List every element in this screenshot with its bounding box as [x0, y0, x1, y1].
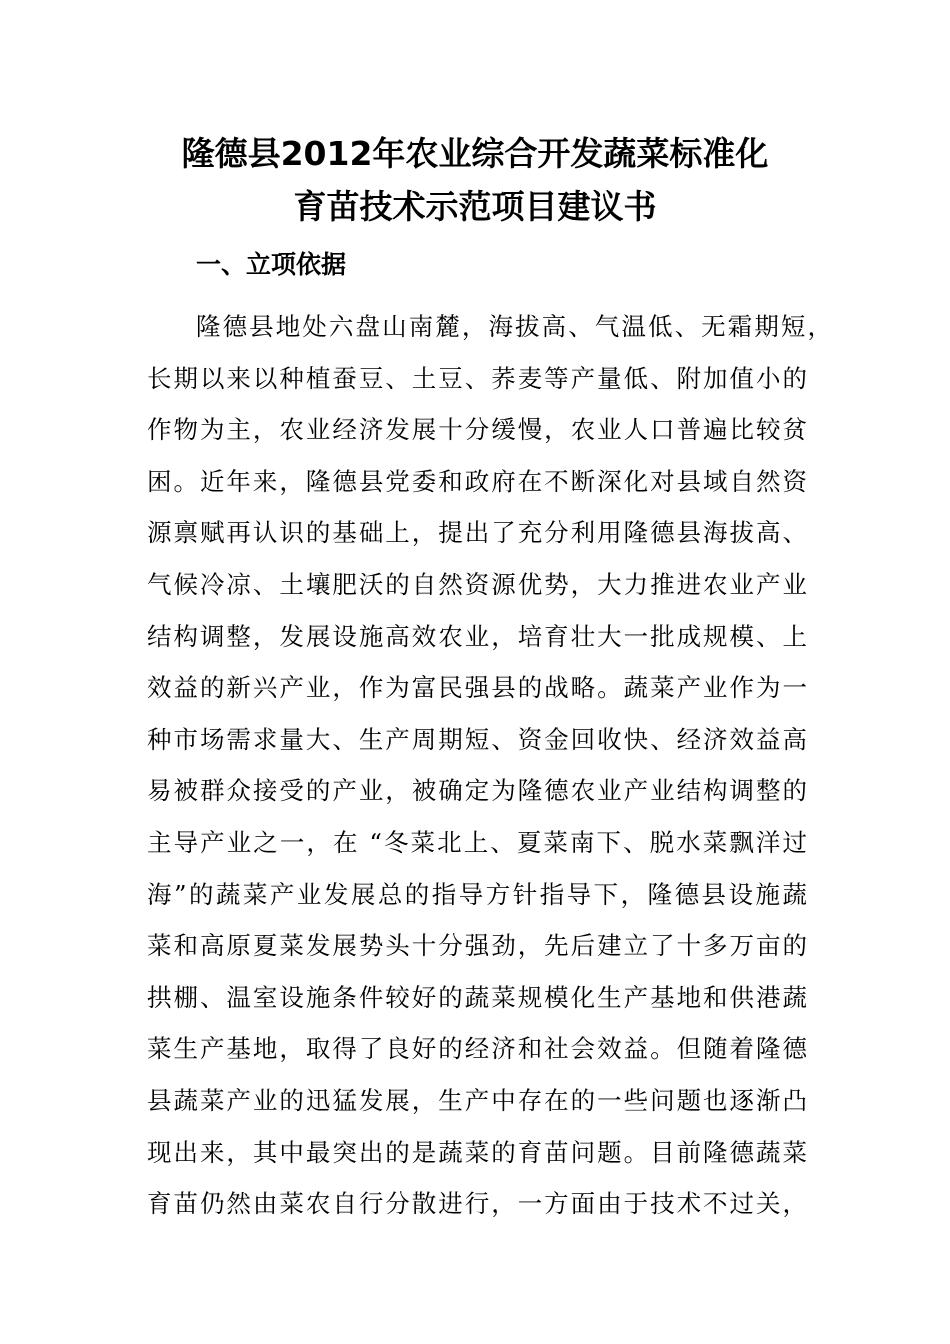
document-title-line-2: 育苗技术示范项目建议书 — [293, 187, 657, 226]
paragraph-line: 主导产业之一，在 “冬菜北上、夏菜南下、脱水菜飘洋过 — [147, 828, 807, 857]
paragraph-line: 种市场需求量大、生产周期短、资金回收快、经济效益高 — [147, 725, 807, 754]
paragraph-line: 菜生产基地，取得了良好的经济和社会效益。但随着隆德 — [147, 1034, 807, 1063]
paragraph-line: 县蔬菜产业的迅猛发展，生产中存在的一些问题也逐渐凸 — [147, 1086, 807, 1115]
paragraph-line: 结构调整，发展设施高效农业，培育壮大一批成规模、上 — [147, 622, 807, 651]
paragraph-line: 困。近年来，隆德县党委和政府在不断深化对县域自然资 — [147, 467, 807, 496]
paragraph-line: 海”的蔬菜产业发展总的指导方针指导下，隆德县设施蔬 — [147, 880, 807, 909]
paragraph-line: 效益的新兴产业，作为富民强县的战略。蔬菜产业作为一 — [147, 673, 807, 702]
paragraph-line: 气候冷凉、土壤肥沃的自然资源优势，大力推进农业产业 — [147, 570, 807, 599]
paragraph-line: 育苗仍然由菜农自行分散进行，一方面由于技术不过关， — [147, 1189, 807, 1218]
paragraph-line: 源禀赋再认识的基础上，提出了充分利用隆德县海拔高、 — [147, 518, 807, 547]
paragraph-line: 现出来，其中最突出的是蔬菜的育苗问题。目前隆德蔬菜 — [147, 1138, 807, 1167]
paragraph-line: 易被群众接受的产业，被确定为隆德农业产业结构调整的 — [147, 776, 807, 805]
paragraph-line: 隆德县地处六盘山南麓，海拔高、气温低、无霜期短， — [196, 312, 832, 341]
section-heading: 一、立项依据 — [196, 250, 347, 279]
paragraph-line: 拱棚、温室设施条件较好的蔬菜规模化生产基地和供港蔬 — [147, 983, 807, 1012]
paragraph-line: 作物为主，农业经济发展十分缓慢，农业人口普遍比较贫 — [147, 415, 807, 444]
paragraph-line: 长期以来以种植蚕豆、土豆、荞麦等产量低、附加值小的 — [147, 364, 807, 393]
document-title-line-1: 隆德县2012年农业综合开发蔬菜标准化 — [181, 134, 769, 173]
paragraph-line: 菜和高原夏菜发展势头十分强劲，先后建立了十多万亩的 — [147, 931, 807, 960]
